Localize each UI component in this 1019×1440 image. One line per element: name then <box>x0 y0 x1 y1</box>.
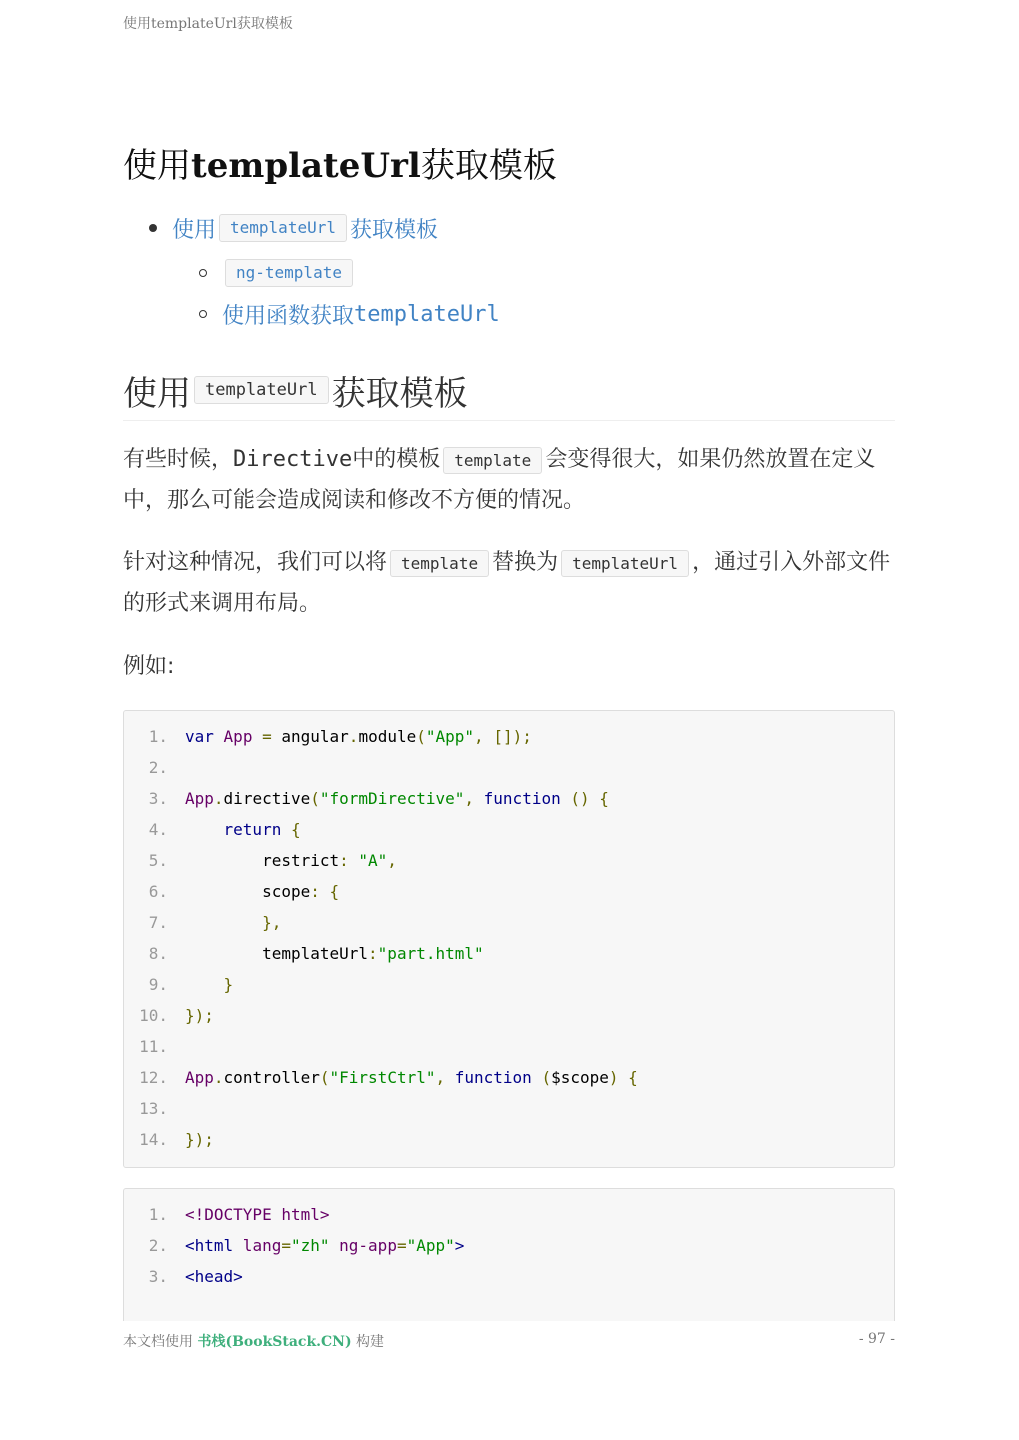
code-line: 2. <box>148 758 168 777</box>
code-line: 2. <html lang="zh" ng-app="App"> <box>148 1236 465 1255</box>
toc-link-templateurl[interactable]: 使用 templateUrl 获取模板 <box>172 213 438 244</box>
code-line: 12. App.controller("FirstCtrl", function ($scope) { <box>139 1068 638 1087</box>
code-line: 3. <head> <box>148 1267 243 1286</box>
section-heading: 使用 templateUrl 获取模板 <box>123 360 895 421</box>
code-line: 8. templateUrl:"part.html" <box>148 944 484 963</box>
code-line: 10. }); <box>139 1006 214 1025</box>
code-line: 1. var App = angular.module("App", []); <box>148 727 532 746</box>
code-line: 1. <!DOCTYPE html> <box>148 1205 330 1224</box>
paragraph-2: 针对这种情况，我们可以将 template 替换为 templateUrl ，通过引入外部文件的形式来调用布局。 <box>123 550 891 616</box>
code-line: 7. }, <box>148 913 282 932</box>
document-title: 使用templateUrl获取模板 <box>123 146 557 186</box>
code-line: 6. scope: { <box>148 882 340 901</box>
toc-subitem <box>199 293 500 335</box>
code-line: 4. return { <box>148 820 301 839</box>
paragraph-1: 有些时候，Directive中的模板 template 会变得很大，如果仍然放置在定义中，那么可能会造成阅读和修改不方便的情况。 <box>123 447 876 513</box>
bullet-circle-icon <box>199 269 207 277</box>
paragraph-3: 例如: <box>123 654 175 679</box>
page-header: 使用templateUrl获取模板 <box>123 16 293 32</box>
bullet-disc-icon <box>149 224 157 232</box>
code-line: 11. <box>139 1037 168 1056</box>
code-line: 5. restrict: "A", <box>148 851 397 870</box>
toc-link-ng-template[interactable]: ng-template <box>222 259 356 287</box>
code-line: 13. <box>139 1099 168 1118</box>
page-number: - 97 - <box>858 1331 895 1347</box>
toc-link-function-templateurl[interactable]: 使用函数获取 templateUrl <box>222 301 500 329</box>
code-line: 9. } <box>148 975 234 994</box>
toc-subitem <box>199 252 356 294</box>
code-block-js <box>123 710 895 1168</box>
code-block-html <box>123 1188 895 1321</box>
code-line: 14. }); <box>139 1130 214 1149</box>
code-line: 3. App.directive("formDirective", function () { <box>148 789 609 808</box>
footer-credit: 本文档使用 书栈(BookStack.CN) 构建 <box>123 1334 385 1350</box>
bookstack-link[interactable]: 书栈(BookStack.CN) <box>197 1334 352 1350</box>
toc-item <box>149 207 438 249</box>
bullet-circle-icon <box>199 310 207 318</box>
